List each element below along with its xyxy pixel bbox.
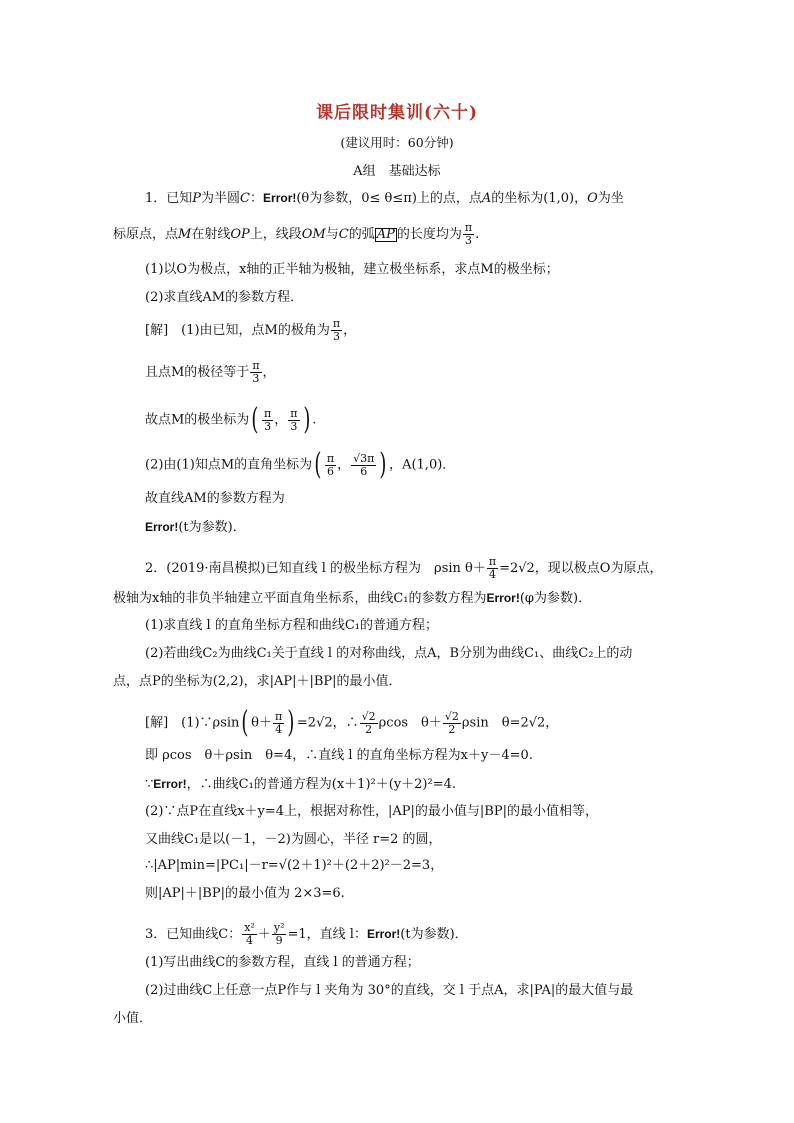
fraction-pi-3 <box>331 318 342 343</box>
error-placeholder: Error! <box>145 520 179 534</box>
right-paren: ) <box>379 447 387 482</box>
numerator: π <box>332 317 341 330</box>
q1-solution-text: (t为参数)． <box>178 520 246 535</box>
numerator: π <box>464 221 473 234</box>
arc-ap: AP <box>376 227 395 242</box>
q3-part-2: (2)过曲线C上任意一点P作与 l 夹角为 30°的直线，交 l 于点A，求|PA|的最大值与最 <box>145 983 634 998</box>
q2-solution-text: ρsin θ=2√2， <box>461 715 559 731</box>
q1-text: 与 <box>325 227 339 242</box>
error-placeholder: Error! <box>263 191 297 205</box>
right-paren: ) <box>302 402 310 437</box>
q3-line-1 <box>145 922 468 947</box>
page-title: 课后限时集训(六十) <box>315 103 479 123</box>
denominator: 3 <box>250 372 261 385</box>
error-placeholder: Error! <box>486 591 520 605</box>
numerator: x² <box>244 921 255 934</box>
q2-sol-4: (2)∵点P在直线x＋y=4上，根据对称性，|AP|的最小值与|BP|的最小值相等， <box>145 804 598 819</box>
q1-sol-4 <box>145 447 456 482</box>
denominator: 9 <box>272 934 287 947</box>
denominator: 3 <box>331 330 342 343</box>
q1-solution-text: ， <box>262 365 276 380</box>
q1-text: (θ为参数，0≤ θ≤π)上的点，点 <box>296 191 482 206</box>
fraction-pi-3 <box>250 360 261 385</box>
q1-text: 1．已知 <box>145 191 193 206</box>
fraction-sqrt2-2 <box>443 711 461 736</box>
q2-solution-text: ，∴曲线C₁的普通方程为(x＋1)²＋(y＋2)²=4. <box>186 777 457 792</box>
time-suggestion: (建议用时：60分钟) <box>340 135 454 150</box>
numerator: π <box>326 451 335 465</box>
numerator: π <box>290 406 298 420</box>
right-paren: ) <box>287 705 295 740</box>
q3-text: 3．已知曲线C： <box>145 927 242 942</box>
q1-solution-text: ， <box>343 323 357 338</box>
q1-line-1 <box>145 190 624 207</box>
q2-text: 极轴为x轴的非负半轴建立平面直角坐标系，曲线C₁的参数方程为 <box>113 591 487 606</box>
q2-solution-text: θ＋ <box>251 715 272 731</box>
denominator: 2 <box>443 723 461 736</box>
fraction-sqrt2-2 <box>360 711 378 736</box>
q1-solution-text: ，A(1,0)． <box>389 457 456 473</box>
denominator: 4 <box>487 568 498 581</box>
denominator: 6 <box>325 465 336 478</box>
q1-sol-1 <box>145 318 356 343</box>
q2-solution-text: [解] (1)∵ρsin <box>145 715 240 731</box>
q3-part-1: (1)写出曲线C的参数方程，直线 l 的普通方程； <box>145 955 420 970</box>
q2-text: 2．(2019·南昌模拟)已知直线 l 的极坐标方程为 ρsin θ＋ <box>145 561 486 576</box>
q2-solution-text: ρcos θ＋ <box>378 715 442 731</box>
denominator: 3 <box>262 420 273 433</box>
fraction-pi-6 <box>325 453 336 478</box>
fraction-pi-4 <box>487 556 498 581</box>
q1-part-1: (1)以O为极点，x轴的正半轴为极轴，建立极坐标系，求点M的极坐标； <box>145 262 559 277</box>
q2-sol-1 <box>145 705 559 740</box>
numerator: π <box>252 359 260 372</box>
group-heading: A组 基础达标 <box>353 164 441 179</box>
q1-solution-text: (2)由(1)知点M的直角坐标为 <box>145 457 313 473</box>
q1-sol-2 <box>145 360 276 385</box>
q1-text: . <box>475 227 480 242</box>
fraction-y2-9 <box>272 922 287 947</box>
q2-text: =2√2，现以极点O为原点， <box>499 561 663 576</box>
q1-sol-3 <box>145 402 317 437</box>
fraction-pi-4 <box>273 711 284 736</box>
q1-text: 标原点，点 <box>113 227 179 242</box>
q1-var-op: OP <box>230 227 250 242</box>
left-paren: ( <box>241 705 249 740</box>
q1-solution-text: . <box>312 412 317 428</box>
q1-text: 为坐 <box>597 191 624 206</box>
q1-var-a: A <box>481 191 492 206</box>
q1-part-2: (2)求直线AM的参数方程． <box>145 290 304 305</box>
numerator: π <box>488 555 497 568</box>
numerator: √2 <box>444 709 459 723</box>
q1-text: 的长度均为 <box>396 227 462 242</box>
q2-sol-2: 即 ρcos θ＋ρsin θ=4，∴直线 l 的直角坐标方程为x＋y－4=0. <box>145 748 533 763</box>
q2-part-2: (2)若曲线C₂为曲线C₁关于直线 l 的对称曲线，点A，B分别为曲线C₁、曲线C₂上的动 <box>145 646 633 661</box>
denominator: 6 <box>351 465 376 478</box>
q2-sol-3 <box>145 776 456 793</box>
q3-text: (t为参数)． <box>400 927 468 942</box>
numerator: π <box>274 709 283 723</box>
numerator: y² <box>273 921 285 934</box>
q2-part-2-cont: 点，点P的坐标为(2,2)，求|AP|＋|BP|的最小值． <box>113 674 402 689</box>
q1-solution-text: 故点M的极坐标为 <box>145 412 250 428</box>
numerator: π <box>264 406 272 420</box>
q1-text: ： <box>250 191 264 206</box>
q1-solution-text: [解] (1)由已知，点M的极角为 <box>145 323 330 338</box>
q1-solution-text: ， <box>337 457 351 473</box>
q1-solution-text: 且点M的极径等于 <box>145 365 250 380</box>
numerator: √3π <box>353 451 375 465</box>
fraction-x2-4 <box>242 922 257 947</box>
q2-solution-text: ∵ <box>145 777 154 792</box>
q1-text: 的弧 <box>348 227 375 242</box>
q2-solution-text: =2√2，∴ <box>296 715 359 731</box>
fraction-pi-3 <box>288 408 299 433</box>
q3-part-2-cont: 小值． <box>113 1011 153 1026</box>
q1-text: 上，线段 <box>249 227 302 242</box>
error-placeholder: Error! <box>366 927 401 941</box>
q2-sol-6: ∴|AP|min=|PC₁|－r=√(2＋1)²＋(2＋2)²－2=3， <box>145 858 444 873</box>
error-placeholder: Error! <box>153 777 187 791</box>
numerator: √2 <box>361 709 376 723</box>
q1-var-c: C <box>338 227 349 242</box>
q2-sol-7: 则|AP|＋|BP|的最小值为 2×3=6. <box>145 886 345 901</box>
left-paren: ( <box>314 447 322 482</box>
q1-var-c: C <box>240 191 250 206</box>
fraction-pi-3 <box>463 222 474 247</box>
q1-var-p: P <box>192 191 202 206</box>
q1-text: 在射线 <box>191 227 231 242</box>
q1-sol-5: 故直线AM的参数方程为 <box>145 491 285 506</box>
q3-text: ＋ <box>257 927 271 942</box>
q2-line-2 <box>113 590 591 607</box>
q1-var-m: M <box>178 227 192 242</box>
denominator: 3 <box>463 234 474 247</box>
q1-text: 为半圆 <box>201 191 241 206</box>
denominator: 3 <box>288 420 299 433</box>
left-paren: ( <box>251 402 259 437</box>
q1-line-2 <box>113 222 479 247</box>
q2-text: (φ为参数)． <box>519 591 592 606</box>
q2-part-1: (1)求直线 l 的直角坐标方程和曲线C₁的普通方程； <box>145 618 438 633</box>
q1-text: 的坐标为(1,0)， <box>491 191 588 206</box>
q1-var-o: O <box>587 191 598 206</box>
denominator: 4 <box>242 934 257 947</box>
denominator: 2 <box>360 723 378 736</box>
fraction-sqrt3pi-6 <box>351 453 376 478</box>
denominator: 4 <box>273 723 284 736</box>
q1-solution-text: ， <box>274 412 288 428</box>
q2-line-1 <box>145 556 662 581</box>
q3-text: =1，直线 l： <box>287 927 367 942</box>
q2-sol-5: 又曲线C₁是以(－1，－2)为圆心，半径 r=2 的圆， <box>145 832 442 847</box>
fraction-pi-3 <box>262 408 273 433</box>
q1-sol-6 <box>145 519 246 536</box>
q1-var-om: OM <box>301 227 326 242</box>
